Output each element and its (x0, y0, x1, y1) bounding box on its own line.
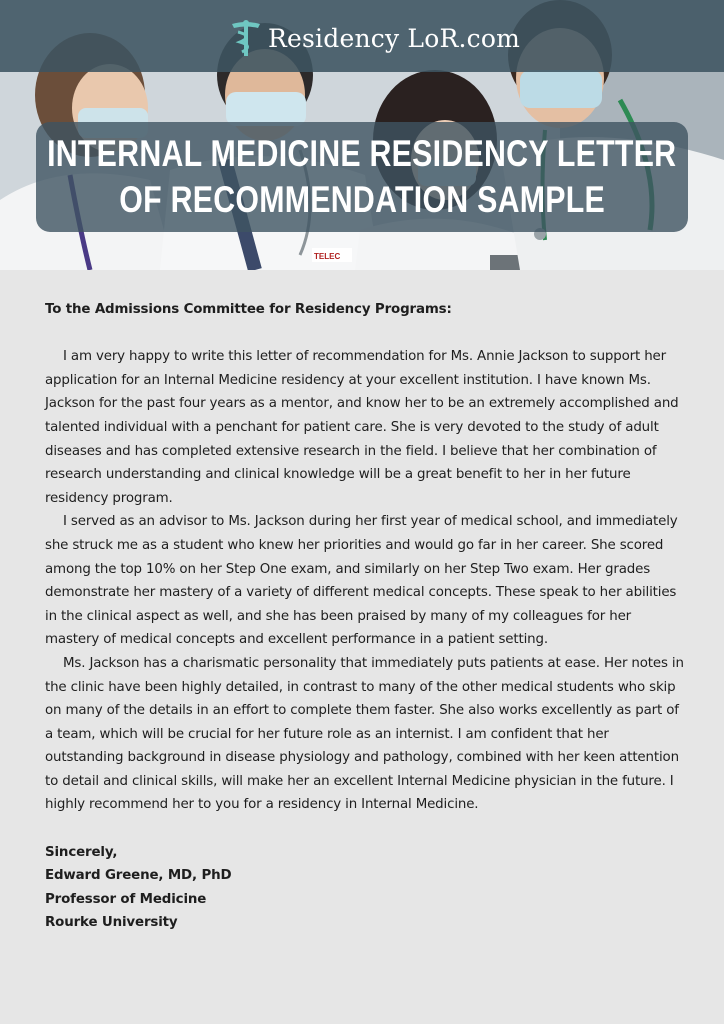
signer-institution: Rourke University (45, 915, 178, 931)
letter-paragraph-2: I served as an advisor to Ms. Jackson during her first year of medical school, and immediately she struck me as a student who knew her priorities and would go far in her career. She scored among the top 10% on her Step One exam, and similarly on her Step Two exam. Her grades demonstrate her mastery of a variety of different medical concepts. These speak to her abilities in the clinical aspect as well, and she has been praised by many of my colleagues for her mastery of medical concepts and excellent performance in a patient setting. (45, 514, 678, 648)
signer-name: Edward Greene, MD, PhD (45, 868, 232, 884)
letter-paragraph-3: Ms. Jackson has a charismatic personality that immediately puts patients at ease. Her notes in the clinic have been highly detailed, in contrast to many of the other medical students who skip on many of the details in an effort to complete them faster. She also works excellently as part of a team, which will be crucial for her future role as an internist. I am confident that her outstanding background in disease physiology and pathology, combined with her keen attention to detail and clinical skills, will make her an excellent Internal Medicine physician in the future. I highly recommend her to you for a residency in Internal Medicine. (45, 655, 684, 813)
signer-position: Professor of Medicine (45, 891, 207, 907)
site-logo[interactable] (228, 16, 520, 60)
page-title (36, 122, 688, 232)
caduceus-icon (228, 18, 264, 58)
letter-body (45, 298, 685, 935)
letter-paragraph-1: I am very happy to write this letter of recommendation for Ms. Annie Jackson to support her application for an Internal Medicine residency at your excellent institution. I have known Ms. Jackson for the past four years as a mentor, and know her to be an extremely accomplished and talented individual with a penchant for patient care. She is very devoted to the study of adult diseases and has completed extensive research in the field. I believe that her combination of research understanding and clinical knowledge will be a great benefit to her in her future residency program. (45, 349, 679, 506)
letter-salutation: To the Admissions Committee for Residency Programs: (45, 302, 452, 317)
header-banner (0, 0, 724, 270)
page-title-line-1: INTERNAL MEDICINE RESIDENCY LETTER (47, 133, 677, 174)
photo-badge-text: TELEC (314, 252, 341, 261)
logo-text: Residency LoR.com (268, 23, 520, 53)
page-title-line-2: OF RECOMMENDATION SAMPLE (119, 179, 605, 220)
letter-signature-block (45, 841, 685, 935)
letter-valediction: Sincerely, (45, 844, 118, 860)
